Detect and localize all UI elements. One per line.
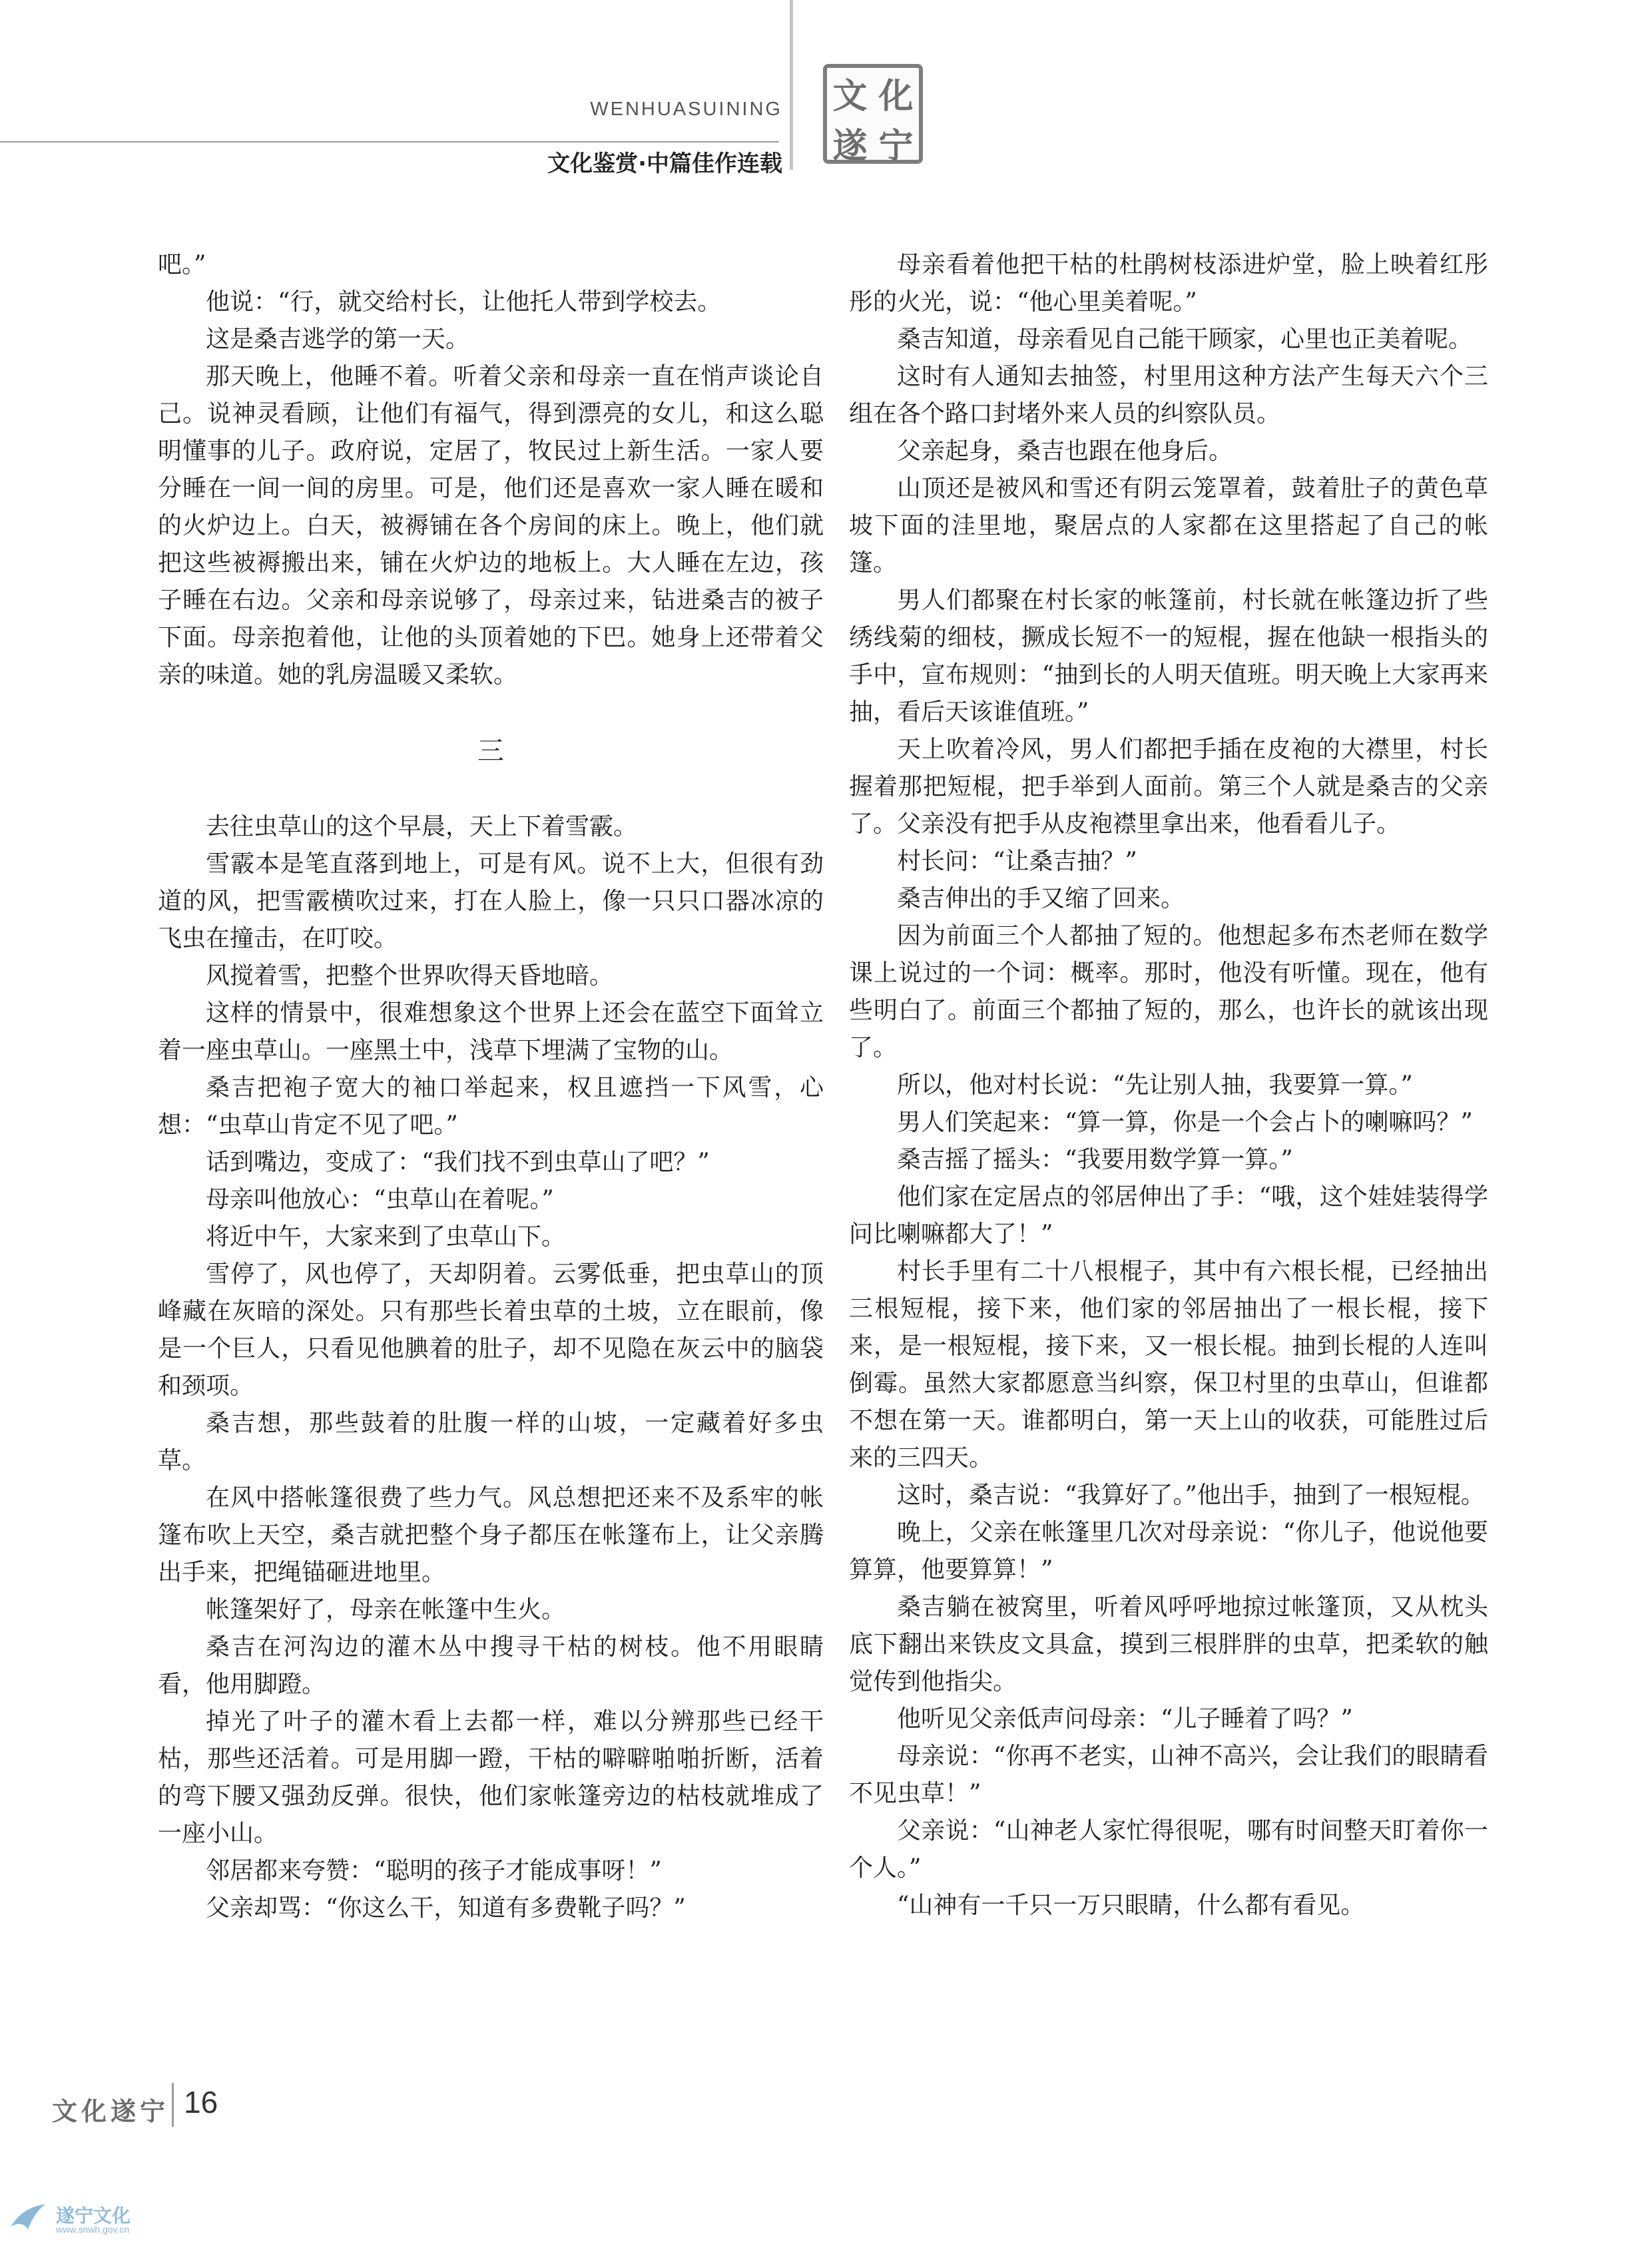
header-english-title: WENHUASUINING [590,99,782,120]
wenhua-suining-seal-logo [823,64,923,164]
watermark [8,2197,174,2237]
paragraph: 晚上，父亲在帐篷里几次对母亲说：“你儿子，他说他要算算，他要算算！” [849,1519,1488,1583]
seal-char: 文 [832,77,868,117]
paragraph: 雪霰本是笔直落到地上，可是有风。说不上大，但很有劲道的风，把雪霰横吹过来，打在人脸上，像一只只口器冰凉的飞虫在撞击，在叮咬。 [158,850,824,952]
paragraph: 那天晚上，他睡不着。听着父亲和母亲一直在悄声谈论自己。说神灵看顾，让他们有福气，得到漂亮的女儿，和这么聪明懂事的儿子。政府说，定居了，牧民过上新生活。一家人要分睡在一间一间的房里。可是，他们还是喜欢一家人睡在暖和的火炉边上。白天，被褥铺在各个房间的床上。晚上，他们就把这些被褥搬出来，铺在火炉边的地板上。大人睡在左边，孩子睡在右边。父亲和母亲说够了，母亲过来，钻进桑吉的被子下面。母亲抱着他，让他的头顶着她的下巴。她身上还带着父亲的味道。她的乳房温暖又柔软。 [158,363,824,689]
paragraph: 桑吉想，那些鼓着的肚腹一样的山坡，一定藏着好多虫草。 [158,1410,824,1474]
paragraph: 桑吉在河沟边的灌木丛中搜寻干枯的树枝。他不用眼睛看，他用脚蹬。 [158,1633,824,1698]
paragraph: 在风中搭帐篷很费了些力气。风总想把还来不及系牢的帐篷布吹上天空，桑吉就把整个身子都压在帐篷布上，让父亲腾出手来，把绳锚砸进地里。 [158,1484,824,1586]
paragraph: 他说：“行，就交给村长，让他托人带到学校去。 [206,288,722,316]
paragraph: 因为前面三个人都抽了短的。他想起多布杰老师在数学课上说过的一个词：概率。那时，他没有听懂。现在，他有些明白了。前面三个都抽了短的，那么，也许长的就该出现了。 [849,922,1488,1061]
section-heading: 三 [477,736,504,766]
paragraph: “山神有一千只一万只眼睛，什么都有看见。 [897,1892,1365,1919]
paragraph: 他听见父亲低声问母亲：“儿子睡着了吗？” [897,1705,1353,1733]
seal-char: 化 [878,77,914,117]
paragraph: 去往虫草山的这个早晨，天上下着雪霰。 [206,813,638,840]
left-text-column [158,246,824,1927]
footer-separator [172,2083,174,2127]
watermark-url: www.snwh.gov.cn [56,2224,130,2235]
paragraph: 所以，他对村长说：“先让别人抽，我要算一算。” [897,1071,1413,1099]
paragraph: 男人们笑起来：“算一算，你是一个会占卜的喇嘛吗？” [897,1109,1473,1136]
paragraph: 山顶还是被风和雪还有阴云笼罩着，鼓着肚子的黄色草坡下面的洼里地，聚居点的人家都在这里搭起了自己的帐篷。 [849,475,1488,577]
paragraph: 桑吉伸出的手又缩了回来。 [897,885,1185,912]
seal-char: 遂 [832,127,868,166]
paragraph: 村长手里有二十八根棍子，其中有六根长棍，已经抽出三根短棍，接下来，他们家的邻居抽出了一根长棍，接下来，是一根短棍，接下来，又一根长棍。抽到长棍的人连叫倒霉。虽然大家都愿意当纠察，保卫村里的虫草山，但谁都不想在第一天。谁都明白，第一天上山的收获，可能胜过后来的三四天。 [849,1258,1488,1472]
paragraph: 这样的情景中，很难想象这个世界上还会在蓝空下面耸立着一座虫草山。一座黑土中，浅草下埋满了宝物的山。 [158,999,824,1064]
paragraph: 这是桑吉逃学的第一天。 [206,326,470,353]
paragraph: 风搅着雪，把整个世界吹得天昏地暗。 [206,962,614,989]
paragraph: 桑吉摇了摇头：“我要用数学算一算。” [897,1146,1293,1173]
paragraph: 父亲却骂：“你这么干，知道有多费靴子吗？” [206,1894,686,1922]
paragraph: 桑吉把袍子宽大的袖口举起来，权且遮挡一下风雪，心想：“虫草山肯定不见了吧。” [158,1074,824,1139]
paragraph: 将近中午，大家来到了虫草山下。 [206,1223,566,1251]
paragraph: 帐篷架好了，母亲在帐篷中生火。 [206,1596,566,1623]
paragraph: 这时，桑吉说：“我算好了。”他出手，抽到了一根短棍。 [897,1482,1485,1509]
paragraph: 话到嘴边，变成了：“我们找不到虫草山了吧？” [206,1149,710,1176]
paragraph: 吧。” [158,251,206,278]
header-rule [0,141,779,142]
paragraph: 他们家在定居点的邻居伸出了手：“哦，这个娃娃装得学问比喇嘛都大了！” [849,1183,1488,1248]
paragraph: 母亲说：“你再不老实，山神不高兴，会让我们的眼睛看不见虫草！” [849,1743,1488,1807]
seal-char: 宁 [878,127,914,166]
header-section-title: 文化鉴赏·中篇佳作连载 [547,150,782,177]
watermark-name: 遂宁文化 [56,2205,131,2227]
paragraph: 雪停了，风也停了，天却阴着。云雾低垂，把虫草山的顶峰藏在灰暗的深处。只有那些长着虫草的土坡，立在眼前，像是一个巨人，只看见他腆着的肚子，却不见隐在灰云中的脑袋和颈项。 [158,1261,824,1400]
bird-icon [8,2200,48,2233]
footer-logo: 文化遂宁 [52,2097,170,2126]
paragraph: 母亲叫他放心：“虫草山在着呢。” [206,1186,554,1213]
paragraph: 桑吉知道，母亲看见自己能干顾家，心里也正美着呢。 [897,326,1473,353]
paragraph: 村长问：“让桑吉抽？” [897,848,1137,875]
paragraph: 掉光了叶子的灌木看上去都一样，难以分辨那些已经干枯，那些还活着。可是用脚一蹬，干枯的噼噼啪啪折断，活着的弯下腰又强劲反弹。很快，他们家帐篷旁边的枯枝就堆成了一座小山。 [158,1708,824,1847]
paragraph: 这时有人通知去抽签，村里用这种方法产生每天六个三组在各个路口封堵外来人员的纠察队员。 [849,363,1488,427]
paragraph: 桑吉躺在被窝里，听着风呼呼地掠过帐篷顶，又从枕头底下翻出来铁皮文具盒，摸到三根胖胖的虫草，把柔软的触觉传到他指尖。 [849,1593,1488,1695]
paragraph: 父亲起身，桑吉也跟在他身后。 [897,437,1233,465]
paragraph: 母亲看着他把干枯的杜鹃树枝添进炉堂，脸上映着红彤彤的火光，说：“他心里美着呢。” [849,251,1488,316]
paragraph: 邻居都来夸赞：“聪明的孩子才能成事呀！” [206,1857,662,1884]
right-text-column [849,246,1488,1924]
page-number: 16 [184,2085,218,2119]
paragraph: 父亲说：“山神老人家忙得很呢，哪有时间整天盯着你一个人。” [849,1817,1488,1882]
paragraph: 男人们都聚在村长家的帐篷前，村长就在帐篷边折了些绣线菊的细枝，撅成长短不一的短棍，握在他缺一根指头的手中，宣布规则：“抽到长的人明天值班。明天晚上大家再来抽，看后天该谁值班。” [849,587,1488,726]
paragraph: 天上吹着冷风，男人们都把手插在皮袍的大襟里，村长握着那把短棍，把手举到人面前。第三个人就是桑吉的父亲了。父亲没有把手从皮袍襟里拿出来，他看看儿子。 [849,736,1488,838]
header-vertical-bar [790,0,793,170]
